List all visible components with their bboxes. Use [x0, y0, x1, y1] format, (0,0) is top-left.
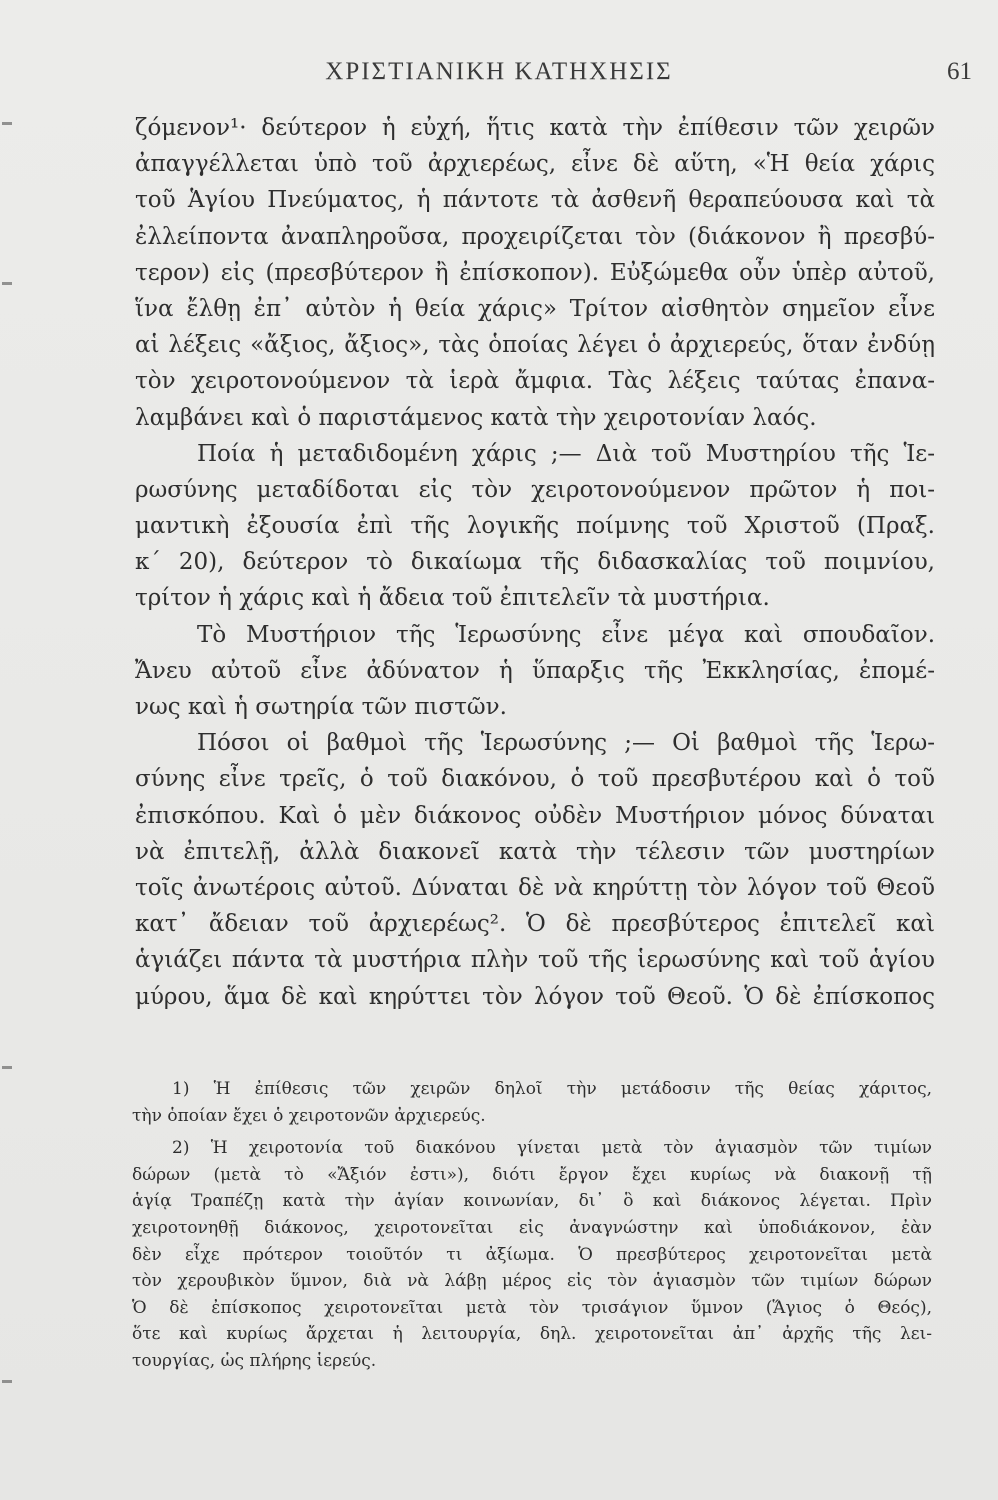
- text-line: τρίτον ἡ χάρις καὶ ἡ ἄδεια τοῦ ἐπιτελεῖν τὰ μυστήρια.: [135, 585, 770, 612]
- footnote-line: Ὁ δὲ ἐπίσκοπος χειροτονεῖται μετὰ τὸν τρισάγιον ὕμνον (Ἅγιος ὁ Θεός),: [132, 1297, 932, 1318]
- footnote-line: 2) Ἡ χειροτονία τοῦ διακόνου γίνεται μετὰ τὸν ἁγιασμὸν τῶν τιμίων: [172, 1138, 932, 1159]
- text-line: νως καὶ ἡ σωτηρία τῶν πιστῶν.: [135, 694, 507, 720]
- page-number: 61: [947, 58, 972, 85]
- text-line: ἁγιάζει πάντα τὰ μυστήρια πλὴν τοῦ τῆς ἱερωσύνης καὶ τοῦ ἁγίου: [135, 947, 935, 974]
- footnote-line: ἁγίᾳ Τραπέζῃ κατὰ τὴν ἁγίαν κοινωνίαν, δι᾽ ὃ καὶ διάκονος λέγεται. Πρὶν: [132, 1191, 932, 1212]
- text-line: ἐλλείποντα ἀναπληροῦσα, προχειρίζεται τὸν (διάκονον ἢ πρεσβύ-: [135, 223, 935, 250]
- text-line: Ἄνευ αὐτοῦ εἶνε ἀδύνατον ἡ ὕπαρξις τῆς Ἐκκλησίας, ἐπομέ-: [135, 657, 935, 684]
- text-line: Τὸ Μυστήριον τῆς Ἱερωσύνης εἶνε μέγα καὶ σπουδαῖον.: [197, 621, 935, 648]
- text-line: σύνης εἶνε τρεῖς, ὁ τοῦ διακόνου, ὁ τοῦ πρεσβυτέρου καὶ ὁ τοῦ: [135, 766, 935, 793]
- text-line: λαμβάνει καὶ ὁ παριστάμενος κατὰ τὴν χειροτονίαν λαός.: [135, 404, 817, 431]
- text-line: Πόσοι οἱ βαθμοὶ τῆς Ἱερωσύνης ;— Οἱ βαθμοὶ τῆς Ἱερω-: [197, 730, 935, 757]
- text-line: αἱ λέξεις «ἄξιος, ἄξιος», τὰς ὁποίας λέγει ὁ ἀρχιερεύς, ὅταν ἐνδύῃ: [135, 332, 935, 359]
- running-title: ΧΡΙΣΤΙΑΝΙΚΗ ΚΑΤΗΧΗΣΙΣ: [325, 58, 673, 85]
- text-line: νὰ ἐπιτελῇ, ἀλλὰ διακονεῖ κατὰ τὴν τέλεσιν τῶν μυστηρίων: [135, 838, 935, 865]
- footnotes: [132, 1076, 932, 1375]
- text-line: κατ᾽ ἄδειαν τοῦ ἀρχιερέως². Ὁ δὲ πρεσβύτερος ἐπιτελεῖ καὶ: [135, 911, 935, 938]
- text-line: τερον) εἰς (πρεσβύτερον ἢ ἐπίσκοπον). Εὐξώμεθα οὖν ὑπὲρ αὐτοῦ,: [135, 259, 935, 286]
- text-line: τοῖς ἀνωτέροις αὐτοῦ. Δύναται δὲ νὰ κηρύττῃ τὸν λόγον τοῦ Θεοῦ: [135, 874, 935, 901]
- footnote-line: τὸν χερουβικὸν ὕμνον, διὰ νὰ λάβῃ μέρος εἰς τὸν ἁγιασμὸν τῶν τιμίων δώρων: [132, 1271, 932, 1292]
- text-line: ρωσύνης μεταδίδοται εἰς τὸν χειροτονούμενον πρῶτον ἡ ποι-: [135, 476, 935, 503]
- footnote-line: τὴν ὁποίαν ἔχει ὁ χειροτονῶν ἀρχιερεύς.: [132, 1105, 486, 1126]
- main-text: [135, 110, 935, 1015]
- text-line: Ποία ἡ μεταδιδομένη χάρις ;— Διὰ τοῦ Μυστηρίου τῆς Ἱε-: [197, 440, 935, 467]
- text-line: μαντικὴ ἐξουσία ἐπὶ τῆς λογικῆς ποίμνης τοῦ Χριστοῦ (Πραξ.: [135, 513, 935, 540]
- text-line: τὸν χειροτονούμενον τὰ ἱερὰ ἄμφια. Τὰς λέξεις ταύτας ἐπανα-: [135, 368, 935, 395]
- margin-tick: [2, 122, 12, 125]
- text-line: ζόμενον¹· δεύτερον ἡ εὐχή, ἥτις κατὰ τὴν ἐπίθεσιν τῶν χειρῶν: [135, 115, 935, 141]
- text-line: ἵνα ἔλθῃ ἐπ᾽ αὐτὸν ἡ θεία χάρις» Τρίτον αἰσθητὸν σημεῖον εἶνε: [135, 295, 935, 322]
- footnote-line: δώρων (μετὰ τὸ «Ἄξιόν ἐστι»), διότι ἔργον ἔχει κυρίως νὰ διακονῇ τῇ: [132, 1164, 932, 1185]
- text-line: κ΄ 20), δεύτερον τὸ δικαίωμα τῆς διδασκαλίας τοῦ ποιμνίου,: [135, 549, 935, 576]
- margin-tick: [2, 1066, 12, 1069]
- text-line: μύρου, ἅμα δὲ καὶ κηρύττει τὸν λόγον τοῦ Θεοῦ. Ὁ δὲ ἐπίσκοπος: [135, 983, 935, 1010]
- footnote-line: τουργίας, ὡς πλήρης ἱερεύς.: [132, 1350, 377, 1371]
- footnote-line: χειροτονηθῇ διάκονος, χειροτονεῖται εἰς ἀναγνώστην καὶ ὑποδιάκονον, ἐὰν: [132, 1217, 932, 1238]
- margin-tick: [2, 282, 12, 285]
- page-header: [0, 58, 998, 98]
- footnote-line: 1) Ἡ ἐπίθεσις τῶν χειρῶν δηλοῖ τὴν μετάδοσιν τῆς θείας χάριτος,: [172, 1079, 932, 1099]
- margin-tick: [2, 1380, 12, 1383]
- text-line: ἀπαγγέλλεται ὑπὸ τοῦ ἀρχιερέως, εἶνε δὲ αὕτη, «Ἡ θεία χάρις: [135, 151, 935, 178]
- footnote-line: δὲν εἶχε πρότερον τοιοῦτόν τι ἀξίωμα. Ὁ πρεσβύτερος χειροτονεῖται μετὰ: [132, 1244, 932, 1265]
- text-line: ἐπισκόπου. Καὶ ὁ μὲν διάκονος οὐδὲν Μυστήριον μόνος δύναται: [135, 802, 935, 829]
- footnote-line: ὅτε καὶ κυρίως ἄρχεται ἡ λειτουργία, δηλ. χειροτονεῖται ἀπ᾽ ἀρχῆς τῆς λει-: [132, 1324, 932, 1345]
- text-line: τοῦ Ἁγίου Πνεύματος, ἡ πάντοτε τὰ ἀσθενῆ θεραπεύουσα καὶ τὰ: [135, 187, 935, 214]
